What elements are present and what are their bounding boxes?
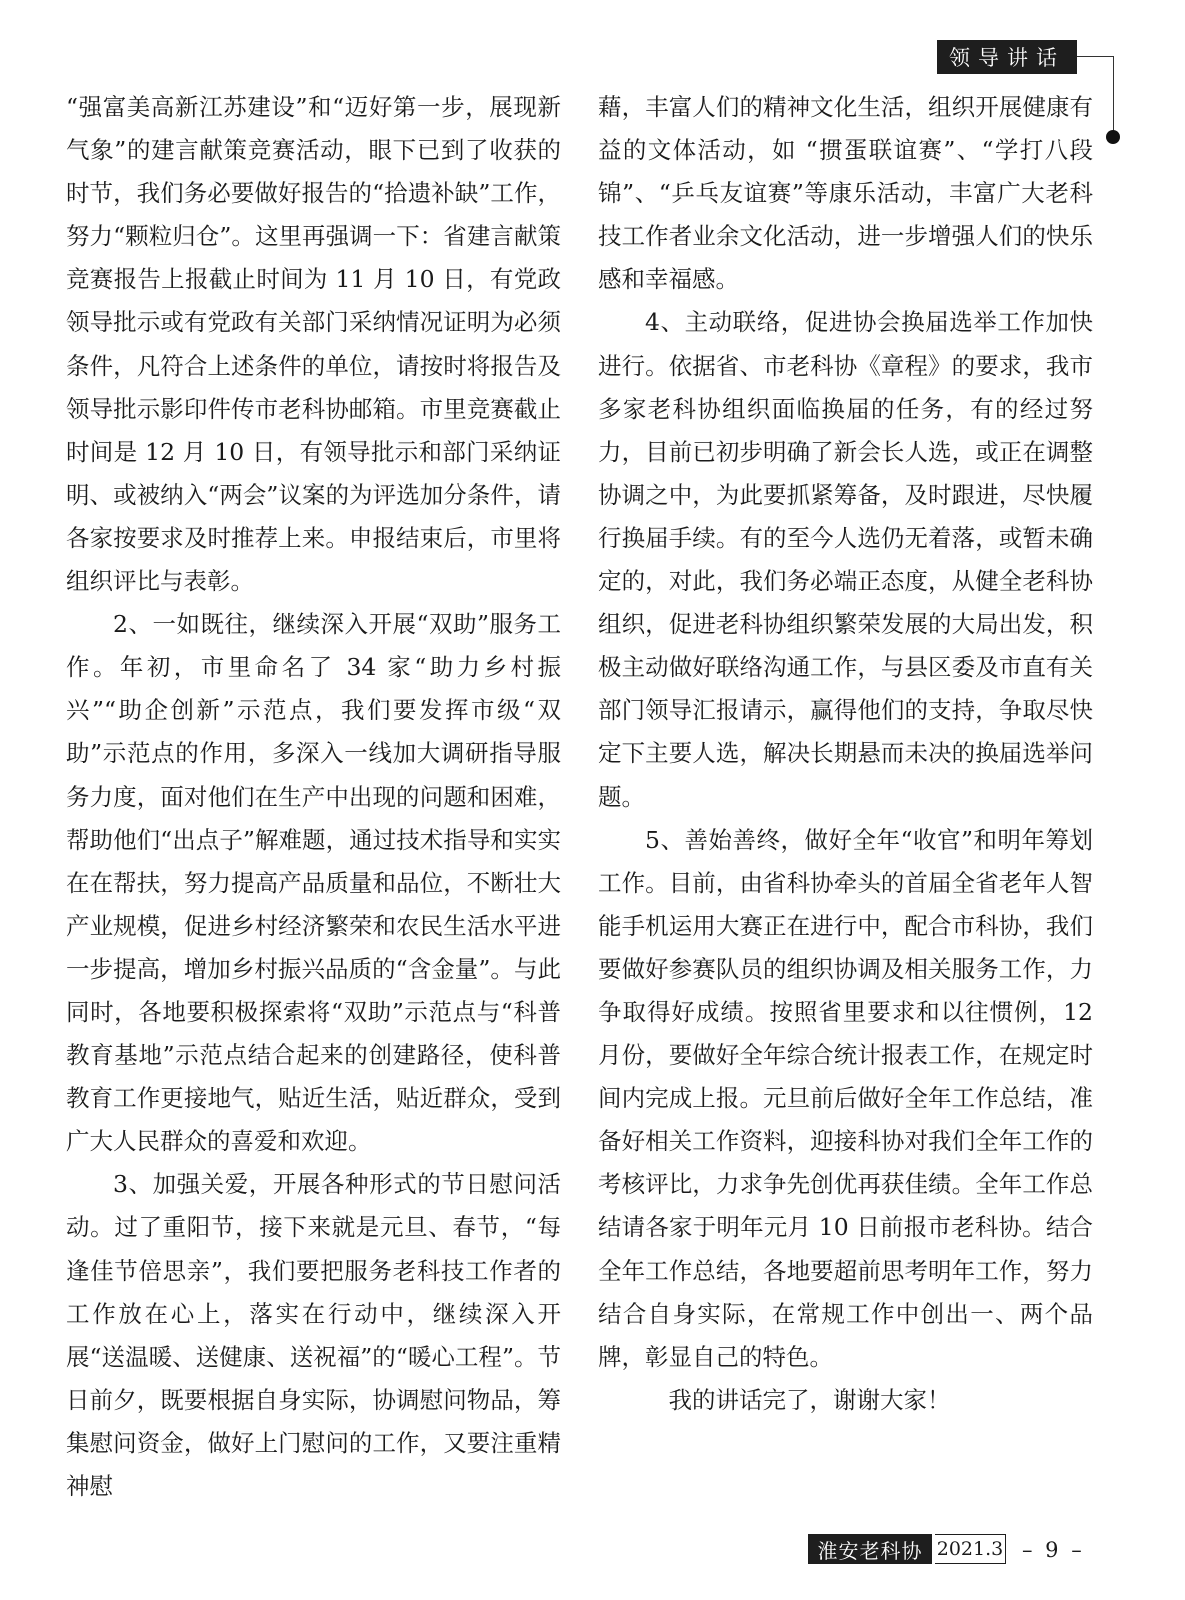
paragraph-2 [66, 603, 561, 1163]
section-label: 领导讲话 [937, 40, 1077, 74]
paragraph-2-body: 年初，市里命名了 34 家“助力乡村振兴”“助企创新”示范点，我们要发挥市级“双助”示范点的作用，多深入一线加大调研指导服务力度，面对他们在生产中出现的问题和困难，帮助他们“出点子”解难题，通过技术指导和实实在在帮扶，努力提高产品质量和品位，不断壮大产业规模，促进乡村经济繁荣和农民生活水平进一步提高，增加乡村振兴品质的“含金量”。与此同时，各地要积极探索将“双助”示范点与“科普教育基地”示范点结合起来的创建路径，使科普教育工作更接地气，贴近生活，贴近群众，受到广大人民群众的喜爱和欢迎。 [66, 653, 561, 1156]
paragraph-5-body: 目前，由省科协牵头的首届全省老年人智能手机运用大赛正在进行中，配合市科协，我们要做好参赛队员的组织协调及相关服务工作，力争取得好成绩。按照省里要求和以往惯例，12 月份，要做好全年综合统计报表工作，在规定时间内完成上报。元旦前后做好全年工作总结，准备好相关工作资料，迎接科协对我们全年工作的考核评比，力求争先创优再获佳绩。全年工作总结请各家于明年元月 10 日前报市老科协。结合全年工作总结，各地要超前思考明年工作，努力结合自身实际，在常规工作中创出一、两个品牌，彰显自己的特色。 [598, 868, 1094, 1371]
paragraph-5 [598, 819, 1093, 1379]
paragraph-3 [66, 1163, 561, 1508]
paragraph-2-heading: 2、一如既往，继续深入开展“双助”服务工作。 [66, 610, 561, 682]
paragraph-3-heading: 3、加强关爱，开展各种形式的节日慰问活动。 [66, 1170, 561, 1242]
right-column [598, 86, 1093, 1422]
paragraph-4-heading: 4、主动联络，促进协会换届选举工作加快进行。 [598, 308, 1093, 380]
paragraph-5-heading: 5、善始善终，做好全年“收官”和明年筹划工作。 [598, 825, 1093, 897]
header-vertical-rule [1113, 56, 1114, 136]
page-number: – 9 – [1022, 1538, 1085, 1562]
magazine-name: 淮安老科协 [808, 1534, 932, 1564]
left-column [66, 86, 561, 1508]
paragraph-3-body: 过了重阳节，接下来就是元旦、春节，“每逢佳节倍思亲”，我们要把服务老科技工作者的工作放在心上，落实在行动中，继续深入开展“送温暖、送健康、送祝福”的“暖心工程”。节日前夕，既要根据自身实际，协调慰问物品，筹集慰问资金，做好上门慰问的工作，又要注重精神慰 [66, 1213, 562, 1500]
issue-number: 2021.3 [935, 1534, 1006, 1564]
header-dot-ornament [1106, 130, 1120, 144]
paragraph-3-continued: 藉，丰富人们的精神文化生活，组织开展健康有益的文体活动，如 “掼蛋联谊赛”、“学打八段锦”、“乒乓友谊赛”等康乐活动，丰富广大老科技工作者业余文化活动，进一步增强人们的快乐感和幸福感。 [598, 93, 1093, 294]
closing-remark: 我的讲话完了，谢谢大家！ [668, 1385, 951, 1414]
header-rule [1077, 56, 1114, 57]
paragraph-continued: “强富美高新江苏建设”和“迈好第一步，展现新气象”的建言献策竞赛活动，眼下已到了收获的时节，我们务必要做好报告的“拾遗补缺”工作，努力“颗粒归仓”。这里再强调一下：省建言献策竞赛报告上报截止时间为 11 月 10 日，有党政领导批示或有党政有关部门采纳情况证明为必须条件，凡符合上述条件的单位，请按时将报告及领导批示影印件传市老科协邮箱。市里竞赛截止时间是 12 月 10 日，有领导批示和部门采纳证明、或被纳入“两会”议案的为评选加分条件，请各家按要求及时推荐上来。申报结束后，市里将组织评比与表彰。 [66, 93, 561, 596]
paragraph-4 [598, 301, 1093, 818]
paragraph-4-body: 依据省、市老科协《章程》的要求，我市多家老科协组织面临换届的任务，有的经过努力，目前已初步明确了新会长人选，或正在调整协调之中，为此要抓紧筹备，及时跟进，尽快履行换届手续。有的至今人选仍无着落，或暂未确定的，对此，我们务必端正态度，从健全老科协组织，促进老科协组织繁荣发展的大局出发，积极主动做好联络沟通工作，与县区委及市直有关部门领导汇报请示，赢得他们的支持，争取尽快定下主要人选，解决长期悬而未决的换届选举问题。 [598, 351, 1094, 811]
